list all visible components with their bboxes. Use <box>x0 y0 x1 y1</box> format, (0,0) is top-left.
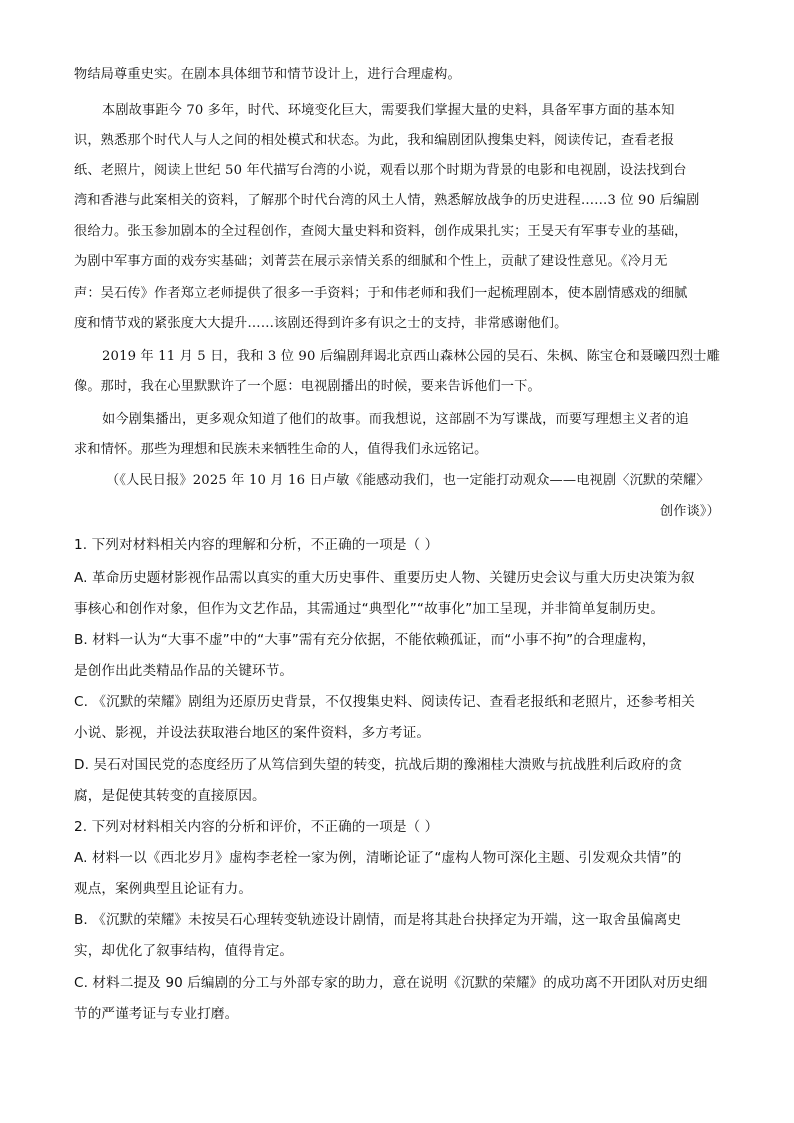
article-source-citation: 创作谈》） <box>659 504 720 519</box>
question-2-stem: 2. 下列对材料相关内容的分析和评价，不正确的一项是（ ） <box>74 819 439 835</box>
question-1-option-c: C. 《沉默的荣耀》剧组为还原历史背景，不仅搜集史料、阅读传记、查看老报纸和老照片，还参考相关 <box>74 694 695 710</box>
question-1-option-a: A. 革命历史题材影视作品需以真实的重大历史事件、重要历史人物、关键历史会议与重大历史决策为叙 <box>74 570 695 586</box>
article-paragraph-line: 声：吴石传》作者郑立老师提供了很多一手资料；于和伟老师和我们一起梳理剧本，使本剧情感戏的细腻 <box>74 286 688 301</box>
question-1-option-d: 腐，是促使其转变的直接原因。 <box>74 788 266 804</box>
article-paragraph-line: 如今剧集播出，更多观众知道了他们的故事。而我想说，这部剧不为写谍战，而要写理想主义者的追 <box>102 412 689 427</box>
article-paragraph-line: 湾和香港与此案相关的资料，了解那个时代台湾的风土人情，熟悉解放战争的历史进程……3 位 90 后编剧 <box>74 193 700 208</box>
question-1-option-c: 小说、影视，并设法获取港台地区的案件资料，多方考证。 <box>74 725 431 741</box>
question-1-option-a: 事核心和创作对象，但作为文艺作品，其需通过“典型化”“故事化”加工呈现，并非简单复制历史。 <box>74 601 665 617</box>
question-2-option-c: 节的严谨考证与专业打磨。 <box>74 1006 239 1022</box>
question-1-stem: 1. 下列对材料相关内容的理解和分析，不正确的一项是（ ） <box>74 537 439 553</box>
article-paragraph-line: 像。那时，我在心里默默许了一个愿：电视剧播出的时候，要来告诉他们一下。 <box>74 379 541 394</box>
question-2-option-b: B. 《沉默的荣耀》未按吴石心理转变轨迹设计剧情，而是将其赴台抉择定为开端，这一取舍虽偏离史 <box>74 912 682 928</box>
question-2-option-a: A. 材料一以《西北岁月》虚构李老栓一家为例，清晰论证了“虚构人物可深化主题、引发观众共情”的 <box>74 850 682 866</box>
article-paragraph-line: 求和情怀。那些为理想和民族未来牺牲生命的人，值得我们永远铭记。 <box>74 442 488 457</box>
article-paragraph-line: 为剧中军事方面的戏夯实基础；刘菁芸在展示亲情关系的细腻和个性上，贡献了建设性意见。《冷月无 <box>74 254 668 269</box>
article-paragraph-line: 本剧故事距今 70 多年，时代、环境变化巨大，需要我们掌握大量的史料，具备军事方面的基本知 <box>102 103 675 118</box>
question-1-option-b: 是创作出此类精品作品的关键环节。 <box>74 663 294 679</box>
article-paragraph-line: 2019 年 11 月 5 日，我和 3 位 90 后编剧拜谒北京西山森林公园的吴石、朱枫、陈宝仓和聂曦四烈士雕 <box>102 349 720 364</box>
question-1-option-d: D. 吴石对国民党的态度经历了从笃信到失望的转变，抗战后期的豫湘桂大溃败与抗战胜利后政府的贪 <box>74 757 683 773</box>
article-source-citation: （《人民日报》2025 年 10 月 16 日卢敏《能感动我们，也一定能打动观众——电视剧〈沉默的荣耀〉 <box>106 473 710 488</box>
question-2-option-b: 实，却优化了叙事结构，值得肯定。 <box>74 943 294 959</box>
article-paragraph-line: 纸、老照片，阅读上世纪 50 年代描写台湾的小说，观看以那个时期为背景的电影和电视剧，设法找到台 <box>74 163 687 178</box>
article-paragraph-line: 物结局尊重史实。在剧本具体细节和情节设计上，进行合理虚构。 <box>74 67 461 82</box>
question-1-option-b: B. 材料一认为“大事不虚”中的“大事”需有充分依据，不能依赖孤证，而“小事不拘”的合理虚构， <box>74 632 656 648</box>
article-paragraph-line: 度和情节戏的紧张度大大提升……该剧还得到许多有识之士的支持，非常感谢他们。 <box>74 316 568 331</box>
article-paragraph-line: 识，熟悉那个时代人与人之间的相处模式和状态。为此，我和编剧团队搜集史料，阅读传记，查看老报 <box>74 133 675 148</box>
article-paragraph-line: 很给力。张玉参加剧本的全过程创作，查阅大量史料和资料，创作成果扎实；王旻天有军事专业的基础， <box>74 224 688 239</box>
question-2-option-c: C. 材料二提及 90 后编剧的分工与外部专家的助力，意在说明《沉默的荣耀》的成功离不开团队对历史细 <box>74 975 708 991</box>
question-2-option-a: 观点，案例典型且论证有力。 <box>74 881 253 897</box>
